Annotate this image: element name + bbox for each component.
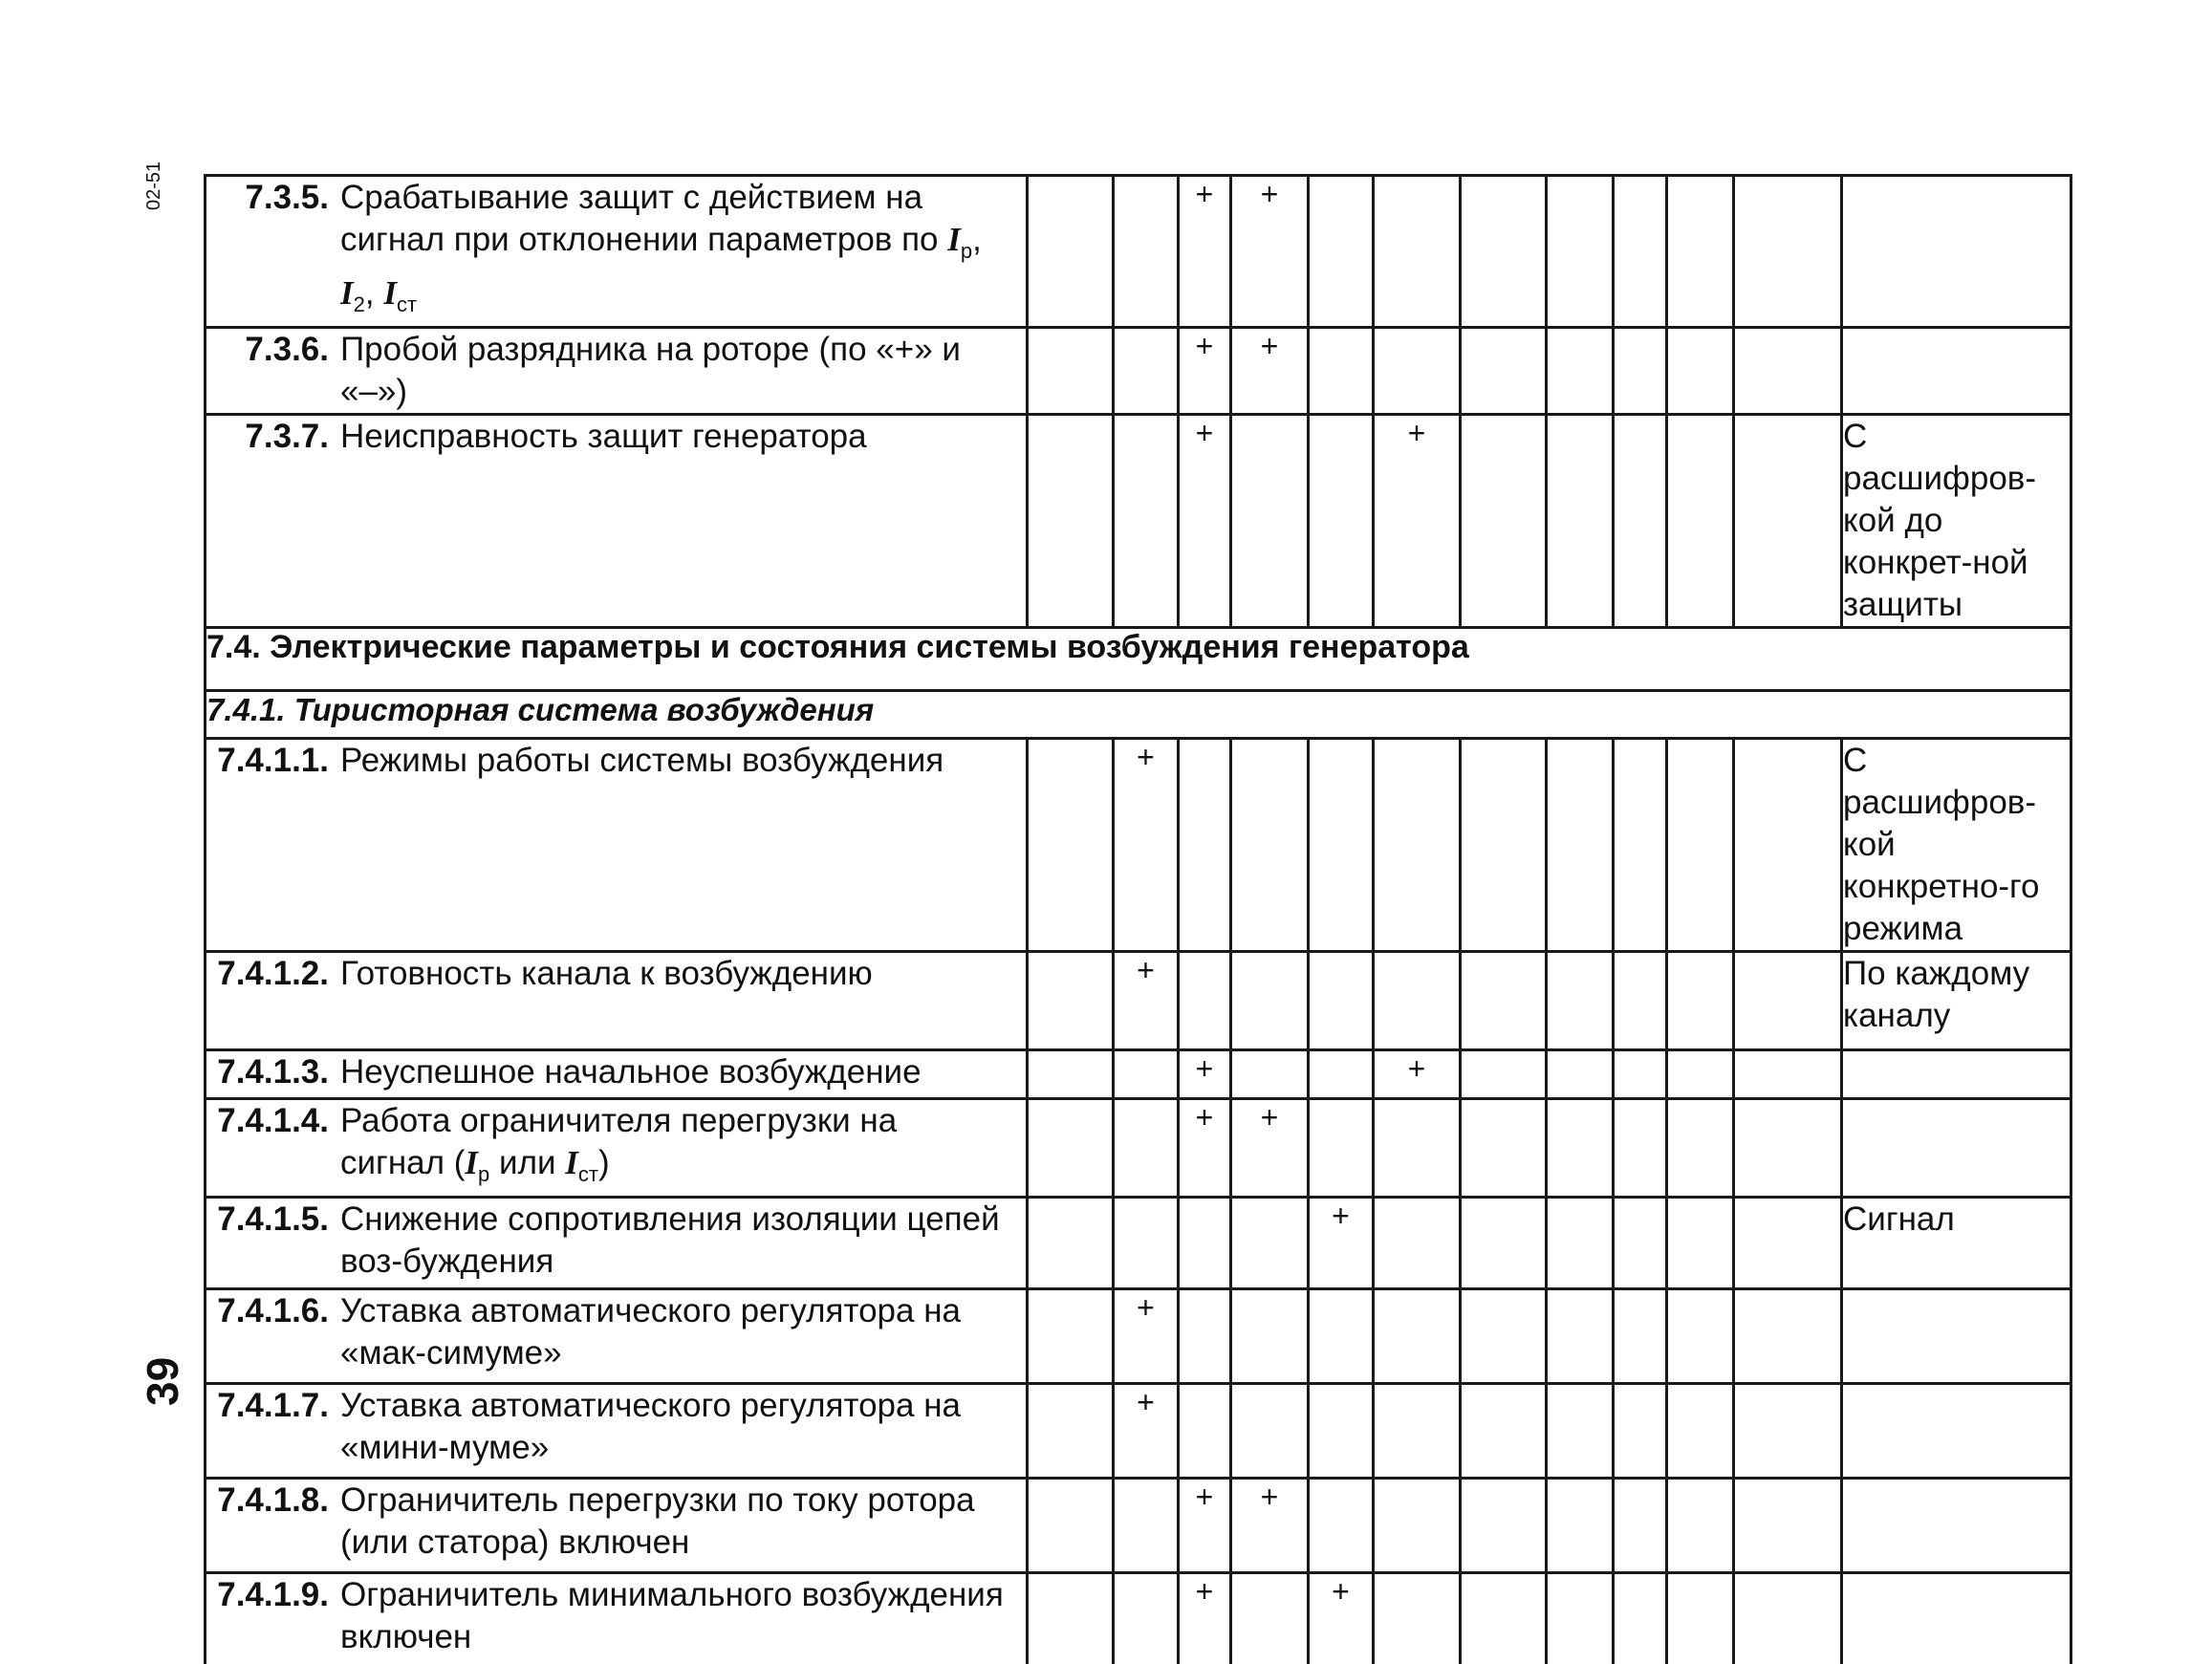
mark-cell [1114, 1050, 1179, 1099]
mark-cell: + [1374, 1050, 1461, 1099]
mark-cell [1231, 1384, 1309, 1479]
mark-cell [1734, 739, 1842, 952]
note-cell: Сигнал [1842, 1198, 2071, 1289]
note-cell: С расшифров-кой до конкрет-ной защиты [1842, 415, 2071, 628]
item-text: Пробой разрядника на роторе (по «+» и «–») [340, 331, 961, 410]
mark-cell [1734, 1198, 1842, 1289]
mark-cell [1734, 176, 1842, 328]
note-cell [1842, 1384, 2071, 1479]
table-row [206, 1050, 2071, 1099]
mark-cell [1614, 1050, 1667, 1099]
mark-cell [1114, 328, 1179, 415]
mark-cell [1734, 952, 1842, 1050]
item-text: Неуспешное начальное возбуждение [340, 1053, 922, 1091]
mark-cell [1614, 176, 1667, 328]
mark-cell: + [1114, 952, 1179, 1050]
mark-cell [1374, 176, 1461, 328]
mark-cell [1547, 1050, 1614, 1099]
item-text: Готовность канала к возбуждению [340, 955, 873, 992]
mark-cell [1374, 952, 1461, 1050]
mark-cell [1614, 739, 1667, 952]
mark-cell [1734, 1479, 1842, 1573]
table-row [206, 1198, 2071, 1289]
mark-cell [1734, 1289, 1842, 1384]
mark-cell [1374, 1099, 1461, 1198]
item-number: 7.4.1.1. [217, 742, 329, 779]
mark-cell [1734, 1573, 1842, 1664]
mark-cell [1309, 1384, 1374, 1479]
item-text: Работа ограничителя перегрузки на сигнал ($I_р$ или $I_{ст}$) [340, 1102, 898, 1186]
item-number: 7.4.1.8. [217, 1481, 329, 1519]
mark-cell [1667, 176, 1734, 328]
mark-cell [1614, 1289, 1667, 1384]
mark-cell [1461, 1479, 1547, 1573]
note-cell [1842, 1573, 2071, 1664]
item-text: Неисправность защит генератора [340, 418, 867, 455]
mark-cell [1028, 952, 1114, 1050]
table-row [206, 415, 2071, 628]
mark-cell [1461, 952, 1547, 1050]
mark-cell [1114, 176, 1179, 328]
mark-cell [1374, 1384, 1461, 1479]
table-row [206, 1289, 2071, 1384]
mark-cell [1309, 1289, 1374, 1384]
mark-cell [1461, 415, 1547, 628]
item-number: 7.4.1.4. [217, 1102, 329, 1139]
mark-cell: + [1179, 1479, 1231, 1573]
item-description-cell [206, 1099, 1028, 1198]
mark-cell [1614, 328, 1667, 415]
section-heading: 7.4. Электрические параметры и состояния системы возбуждения генератора [206, 628, 2071, 691]
mark-cell [1231, 415, 1309, 628]
mark-cell [1374, 1289, 1461, 1384]
mark-cell [1309, 415, 1374, 628]
mark-cell [1461, 1099, 1547, 1198]
mark-cell [1374, 739, 1461, 952]
mark-cell [1547, 1479, 1614, 1573]
mark-cell [1667, 1198, 1734, 1289]
item-text: Режимы работы системы возбуждения [340, 742, 944, 779]
table-row [206, 1573, 2071, 1664]
mark-cell [1179, 1289, 1231, 1384]
item-description-cell [206, 176, 1028, 328]
mark-cell [1231, 952, 1309, 1050]
table-row [206, 328, 2071, 415]
item-text: Снижение сопротивления изоляции цепей воз-буждения [340, 1200, 1000, 1280]
mark-cell [1028, 176, 1114, 328]
item-description-cell [206, 1384, 1028, 1479]
mark-cell [1309, 1050, 1374, 1099]
mark-cell: + [1374, 415, 1461, 628]
mark-cell [1309, 1099, 1374, 1198]
mark-cell [1667, 1289, 1734, 1384]
mark-cell [1734, 1099, 1842, 1198]
item-description-cell [206, 1289, 1028, 1384]
mark-cell [1309, 739, 1374, 952]
item-number: 7.4.1.2. [217, 955, 329, 992]
mark-cell [1547, 1289, 1614, 1384]
mark-cell [1461, 1573, 1547, 1664]
mark-cell [1028, 1384, 1114, 1479]
mark-cell [1028, 1050, 1114, 1099]
mark-cell [1231, 739, 1309, 952]
mark-cell [1667, 1479, 1734, 1573]
mark-cell [1614, 415, 1667, 628]
subsection-heading: 7.4.1. Тиристорная система возбуждения [206, 691, 2071, 739]
item-text: Срабатывание защит с действием на сигнал при отклонении параметров по $I_р$, $I_2$, $I_{ст}$ [340, 179, 982, 316]
item-description-cell [206, 1050, 1028, 1099]
page-number: 39 [138, 1356, 187, 1406]
mark-cell [1028, 739, 1114, 952]
mark-cell [1374, 1573, 1461, 1664]
mark-cell [1667, 739, 1734, 952]
note-cell [1842, 176, 2071, 328]
mark-cell [1547, 328, 1614, 415]
mark-cell [1028, 415, 1114, 628]
section-row [206, 628, 2071, 691]
mark-cell [1179, 1384, 1231, 1479]
mark-cell [1667, 328, 1734, 415]
mark-cell [1028, 328, 1114, 415]
mark-cell [1614, 1479, 1667, 1573]
mark-cell [1028, 1198, 1114, 1289]
signals-table [204, 174, 2072, 1664]
document-code: 02-51 [143, 161, 164, 210]
item-number: 7.3.5. [245, 179, 329, 216]
mark-cell [1734, 1384, 1842, 1479]
mark-cell: + [1179, 176, 1231, 328]
mark-cell [1179, 1198, 1231, 1289]
item-text: Уставка автоматического регулятора на «мак-симуме» [340, 1292, 962, 1372]
item-number: 7.4.1.9. [217, 1576, 329, 1613]
mark-cell: + [1231, 328, 1309, 415]
mark-cell [1547, 1099, 1614, 1198]
mark-cell [1309, 176, 1374, 328]
mark-cell [1114, 1099, 1179, 1198]
mark-cell [1114, 1479, 1179, 1573]
note-cell [1842, 328, 2071, 415]
mark-cell: + [1309, 1573, 1374, 1664]
mark-cell [1461, 1198, 1547, 1289]
note-cell [1842, 1289, 2071, 1384]
table-row [206, 1384, 2071, 1479]
item-number: 7.4.1.6. [217, 1292, 329, 1329]
item-text: Ограничитель перегрузки по току ротора (или статора) включен [340, 1481, 975, 1561]
item-description-cell [206, 1198, 1028, 1289]
mark-cell [1614, 1573, 1667, 1664]
table-body [206, 176, 2071, 1664]
mark-cell: + [1231, 1479, 1309, 1573]
mark-cell [1374, 1479, 1461, 1573]
table-row [206, 739, 2071, 952]
mark-cell [1374, 328, 1461, 415]
item-description-cell [206, 1573, 1028, 1664]
mark-cell [1667, 952, 1734, 1050]
item-number: 7.4.1.3. [217, 1053, 329, 1091]
item-description-cell [206, 739, 1028, 952]
mark-cell [1667, 415, 1734, 628]
item-text: Ограничитель минимального возбуждения включен [340, 1576, 1004, 1655]
mark-cell [1028, 1099, 1114, 1198]
mark-cell [1231, 1289, 1309, 1384]
mark-cell: + [1309, 1198, 1374, 1289]
mark-cell: + [1179, 415, 1231, 628]
mark-cell [1179, 952, 1231, 1050]
table-row [206, 952, 2071, 1050]
mark-cell [1374, 1198, 1461, 1289]
mark-cell [1461, 1384, 1547, 1479]
mark-cell [1231, 1050, 1309, 1099]
mark-cell [1667, 1099, 1734, 1198]
subsection-row [206, 691, 2071, 739]
mark-cell: + [1179, 1573, 1231, 1664]
mark-cell: + [1231, 1099, 1309, 1198]
mark-cell [1461, 176, 1547, 328]
mark-cell [1614, 1099, 1667, 1198]
mark-cell [1028, 1573, 1114, 1664]
item-number: 7.4.1.5. [217, 1200, 329, 1238]
note-cell [1842, 1050, 2071, 1099]
note-cell: По каждому каналу [1842, 952, 2071, 1050]
mark-cell: + [1231, 176, 1309, 328]
mark-cell [1114, 415, 1179, 628]
item-description-cell [206, 952, 1028, 1050]
mark-cell: + [1179, 1099, 1231, 1198]
mark-cell [1614, 1198, 1667, 1289]
mark-cell [1734, 415, 1842, 628]
note-cell [1842, 1099, 2071, 1198]
mark-cell: + [1114, 1289, 1179, 1384]
note-cell: С расшифров-кой конкретно-го режима [1842, 739, 2071, 952]
mark-cell [1461, 739, 1547, 952]
mark-cell [1461, 1289, 1547, 1384]
mark-cell [1461, 1050, 1547, 1099]
mark-cell [1734, 328, 1842, 415]
item-description-cell [206, 328, 1028, 415]
mark-cell [1547, 1198, 1614, 1289]
mark-cell: + [1114, 1384, 1179, 1479]
mark-cell [1614, 1384, 1667, 1479]
item-description-cell [206, 1479, 1028, 1573]
mark-cell [1547, 1573, 1614, 1664]
mark-cell [1547, 415, 1614, 628]
mark-cell [1547, 1384, 1614, 1479]
mark-cell [1231, 1198, 1309, 1289]
mark-cell [1114, 1573, 1179, 1664]
table-row [206, 1479, 2071, 1573]
mark-cell [1547, 176, 1614, 328]
mark-cell [1547, 952, 1614, 1050]
mark-cell: + [1179, 328, 1231, 415]
mark-cell [1114, 1198, 1179, 1289]
mark-cell [1231, 1573, 1309, 1664]
mark-cell [1028, 1289, 1114, 1384]
mark-cell [1309, 328, 1374, 415]
item-description-cell [206, 415, 1028, 628]
note-cell [1842, 1479, 2071, 1573]
mark-cell [1309, 1479, 1374, 1573]
table-row [206, 176, 2071, 328]
mark-cell: + [1114, 739, 1179, 952]
mark-cell [1461, 328, 1547, 415]
mark-cell [1614, 952, 1667, 1050]
item-text: Уставка автоматического регулятора на «мини-муме» [340, 1387, 962, 1466]
table-row [206, 1099, 2071, 1198]
mark-cell [1667, 1384, 1734, 1479]
item-number: 7.3.7. [245, 418, 329, 455]
mark-cell [1667, 1573, 1734, 1664]
mark-cell [1028, 1479, 1114, 1573]
mark-cell [1179, 739, 1231, 952]
mark-cell [1547, 739, 1614, 952]
mark-cell [1667, 1050, 1734, 1099]
item-number: 7.4.1.7. [217, 1387, 329, 1424]
item-number: 7.3.6. [245, 331, 329, 368]
mark-cell [1734, 1050, 1842, 1099]
mark-cell [1309, 952, 1374, 1050]
mark-cell: + [1179, 1050, 1231, 1099]
